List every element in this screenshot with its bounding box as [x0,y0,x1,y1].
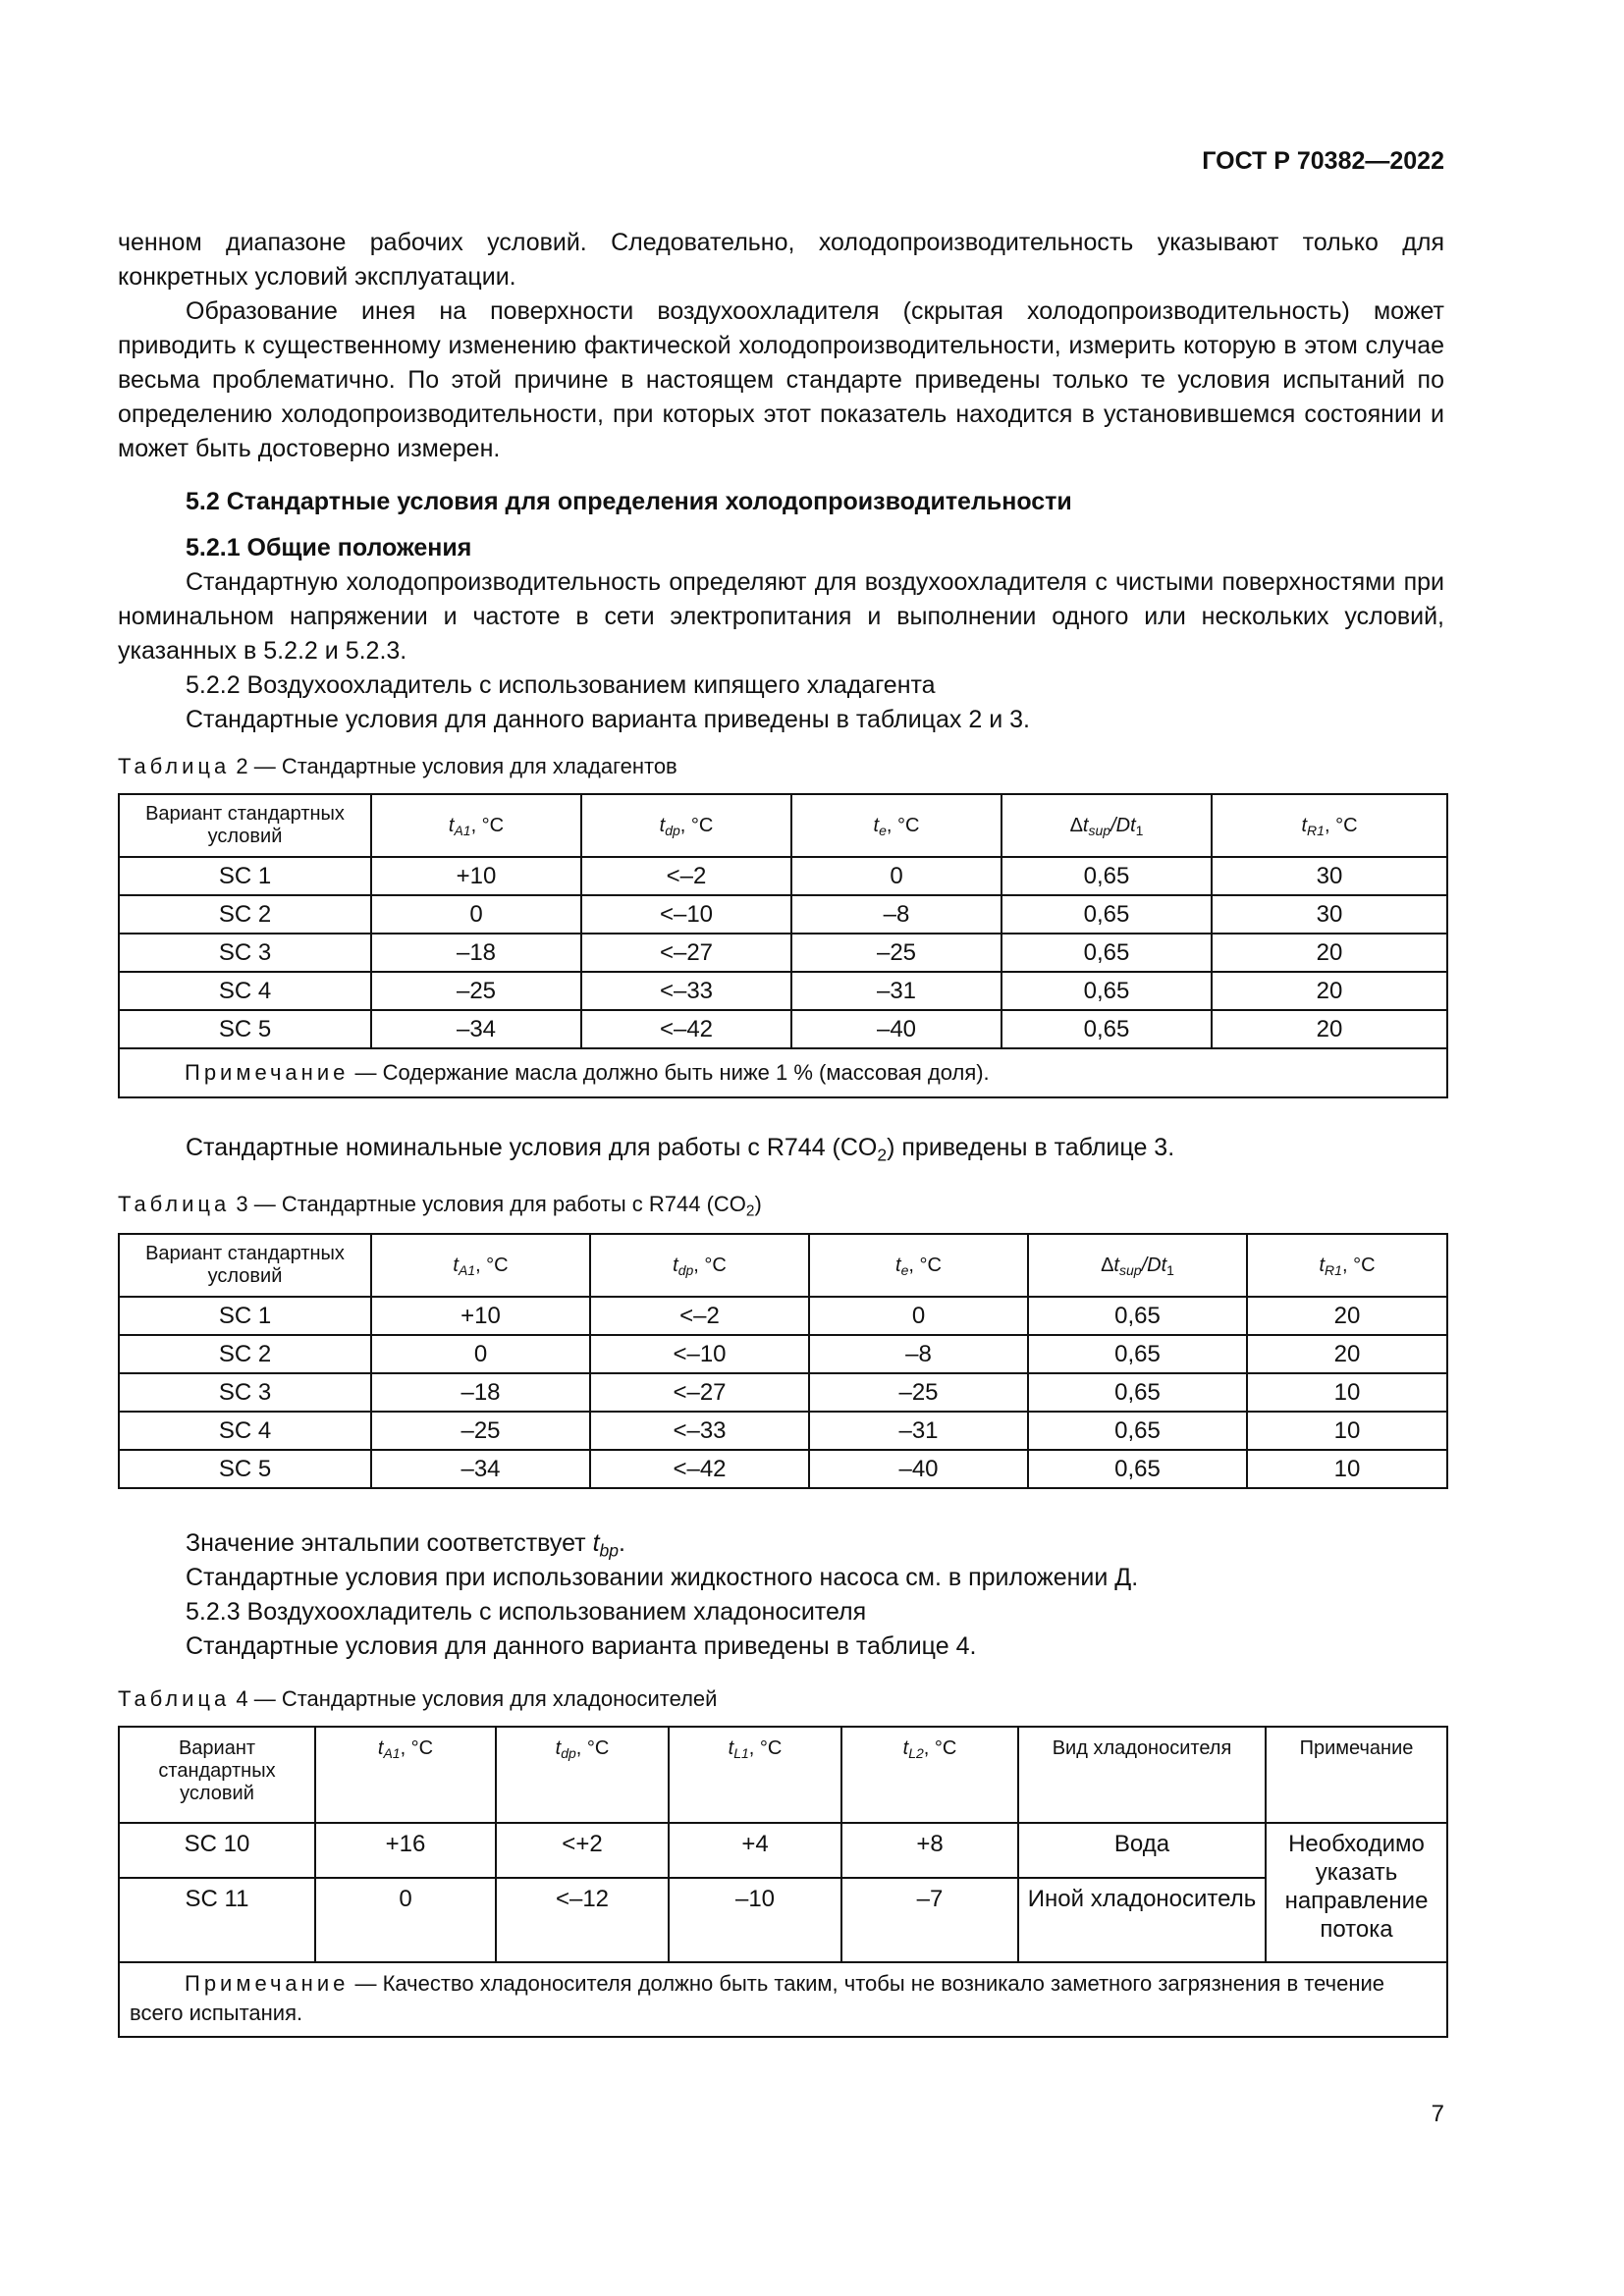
table-cell: 10 [1247,1373,1447,1412]
enthalpy-paragraph: Значение энтальпии соответствует $t_{bp}$. [186,1529,625,1561]
table-3-caption-word: Таблица [118,1192,231,1216]
header-te: $t_e$, °С [809,1234,1028,1297]
document-code: ГОСТ Р 70382—2022 [1202,147,1444,175]
table-cell: –18 [371,1373,590,1412]
table-cell: Вода [1018,1823,1266,1878]
table-cell: <–2 [581,857,791,895]
r744-paragraph [118,1131,1444,1165]
table-cell: <–42 [590,1450,809,1488]
header-tR1: $t_{R1}$, °С [1247,1234,1447,1297]
table-row [119,1373,1447,1412]
table-row [119,1450,1447,1488]
header-tdp: $t_{dp}$, °С [496,1727,669,1823]
table-cell: SC 1 [119,857,371,895]
table-cell: SC 2 [119,895,371,934]
table-row [119,1878,1447,1962]
table-cell: 0,65 [1028,1335,1247,1373]
note-label: Примечание [185,1060,350,1085]
header-tL2: $t_{L2}$, °С [841,1727,1018,1823]
table-2-caption-text: 2 — Стандартные условия для хладагентов [230,754,677,778]
table-cell: 0,65 [1001,972,1212,1010]
table-cell: SC 10 [119,1823,315,1878]
table-cell: <–27 [581,934,791,972]
header-tA1: $t_{A1}$, °С [371,1234,590,1297]
body-text-top [118,226,1444,737]
table-2-note [119,1048,1447,1097]
table-cell: SC 3 [119,1373,371,1412]
header-variant: Вариант стандартных условий [119,794,371,857]
header-te: $t_e$, °С [791,794,1001,857]
table-2-caption [118,754,677,779]
header-tdp: $t_{dp}$, °С [590,1234,809,1297]
header-tdp: $t_{dp}$, °С [581,794,791,857]
table-3-caption-text: 3 — Стандартные условия для работы с R744 (CO [230,1192,746,1216]
table-cell: –25 [371,1412,590,1450]
table-cell: +10 [371,1297,590,1335]
table-4 [118,1726,1448,2038]
table-row [119,934,1447,972]
table-cell: 0 [809,1297,1028,1335]
table-row [119,972,1447,1010]
table-3-caption: Таблица 3 — Стандартные условия для работы с R744 $(CO_2)$ [118,1192,762,1220]
table-cell: –40 [791,1010,1001,1048]
table-cell: SC 1 [119,1297,371,1335]
header-tA1: $t_{A1}$, °С [371,794,581,857]
table-cell: <–33 [590,1412,809,1450]
table-cell: <–42 [581,1010,791,1048]
table-row [119,1335,1447,1373]
table-cell: <–27 [590,1373,809,1412]
table-3-header-row [119,1234,1447,1297]
table-cell: SC 11 [119,1878,315,1962]
table-cell: <–33 [581,972,791,1010]
table-cell: 0,65 [1028,1297,1247,1335]
paragraph-5-2-3-title: 5.2.3 Воздухоохладитель с использованием хладоносителя [186,1598,867,1626]
table-4-note-row [119,1962,1447,2037]
paragraph-5-2-1: Стандартную холодопроизводительность определяют для воздухоохладителя с чистыми поверхностями при номинальном напряжении и частоте в сети электропитания и выполнении одного или нескольких условий, указанных в 5.2.2 и 5.2.3. [118,568,1444,665]
table-cell: –8 [809,1335,1028,1373]
table-cell: +16 [315,1823,496,1878]
table-row [119,1010,1447,1048]
paragraph-5-2-3-text: Стандартные условия для данного варианта приведены в таблице 4. [186,1632,977,1660]
table-cell: <–10 [581,895,791,934]
table-cell: 0,65 [1028,1450,1247,1488]
table-4-note [119,1962,1447,2037]
table-cell: 0 [315,1878,496,1962]
table-cell: 0,65 [1028,1373,1247,1412]
table-cell: SC 2 [119,1335,371,1373]
section-heading-5-2-1: 5.2.1 Общие положения [186,534,472,561]
table-cell: SC 3 [119,934,371,972]
table-cell: 20 [1212,934,1447,972]
table-cell: –18 [371,934,581,972]
table-cell: 20 [1247,1297,1447,1335]
table-cell: +8 [841,1823,1018,1878]
table-cell: SC 5 [119,1010,371,1048]
table-cell: 0 [371,895,581,934]
table-4-remark-cell: Необходимо указать направление потока [1266,1823,1447,1962]
header-variant: Вариант стандартных условий [119,1727,315,1823]
table-cell: SC 4 [119,1412,371,1450]
table-row [119,1823,1447,1878]
pump-paragraph: Стандартные условия при использовании жидкостного насоса см. в приложении Д. [186,1564,1139,1591]
table-row [119,1412,1447,1450]
table-cell: 10 [1247,1412,1447,1450]
header-dtsup: $\Delta t_{sup}/Dt_1$ [1001,794,1212,857]
paragraph-5-2-2-text: Стандартные условия для данного варианта приведены в таблицах 2 и 3. [186,706,1030,733]
table-cell: –25 [809,1373,1028,1412]
table-cell: 0,65 [1001,857,1212,895]
paragraph-frost: Образование инея на поверхности воздухоохладителя (скрытая холодопроизводительность) может приводить к существенному изменению фактической холодопроизводительности, измерить которую в этом случае весьма проблематично. По этой причине в настоящем стандарте приведены только те условия испытаний по определению холодопроизводительности, при которых этот показатель находится в установившемся состоянии и может быть достоверно измерен. [118,297,1444,462]
table-cell: –40 [809,1450,1028,1488]
header-tA1: $t_{A1}$, °С [315,1727,496,1823]
table-cell: –34 [371,1450,590,1488]
table-cell: 0 [791,857,1001,895]
table-cell: –25 [371,972,581,1010]
table-3 [118,1233,1448,1489]
table-cell: 0 [371,1335,590,1373]
table-cell: –25 [791,934,1001,972]
table-cell: 10 [1247,1450,1447,1488]
table-cell: 20 [1212,972,1447,1010]
note-text: — Содержание масла должно быть ниже 1 % (массовая доля). [349,1060,990,1085]
header-tR1: $t_{R1}$, °С [1212,794,1447,857]
page-number: 7 [1431,2101,1444,2127]
note-text: — Качество хладоносителя должно быть таким, чтобы не возникало заметного загрязнения в течение всего испытания. [130,1971,1385,2025]
table-4-header-row [119,1727,1447,1823]
table-cell: 20 [1247,1335,1447,1373]
table-cell: 0,65 [1001,1010,1212,1048]
r744-text: Стандартные номинальные условия для работы с R744 $(CO_2)$ приведены в таблице 3. [186,1134,1175,1165]
table-cell: –31 [791,972,1001,1010]
table-4-caption-text: 4 — Стандартные условия для хладоносителей [230,1686,718,1711]
table-cell: 20 [1212,1010,1447,1048]
table-cell: Иной хладоноситель [1018,1878,1266,1962]
table-cell: 0,65 [1028,1412,1247,1450]
table-cell: <–12 [496,1878,669,1962]
header-remark: Примечание [1266,1727,1447,1823]
table-cell: –34 [371,1010,581,1048]
table-2 [118,793,1448,1098]
table-4-caption [118,1686,717,1712]
table-2-caption-word: Таблица [118,754,231,778]
paragraph-continuation: ченном диапазоне рабочих условий. Следовательно, холодопроизводительность указывают только для конкретных условий эксплуатации. [118,229,1444,291]
table-cell: –8 [791,895,1001,934]
table-row [119,895,1447,934]
table-cell: 30 [1212,857,1447,895]
table-cell: 0,65 [1001,895,1212,934]
table-cell: –10 [669,1878,841,1962]
table-cell: –7 [841,1878,1018,1962]
table-cell: –31 [809,1412,1028,1450]
table-cell: +4 [669,1823,841,1878]
header-tL1: $t_{L1}$, °С [669,1727,841,1823]
note-label: Примечание [185,1971,350,1996]
table-row [119,1297,1447,1335]
table-row [119,857,1447,895]
table-cell: <+2 [496,1823,669,1878]
table-4-caption-word: Таблица [118,1686,231,1711]
paragraph-5-2-2-title: 5.2.2 Воздухоохладитель с использованием кипящего хладагента [186,671,936,699]
table-cell: SC 4 [119,972,371,1010]
header-coolant-type: Вид хладоносителя [1018,1727,1266,1823]
table-cell: +10 [371,857,581,895]
section-heading-5-2: 5.2 Стандартные условия для определения холодопроизводительности [186,488,1072,515]
table-cell: <–2 [590,1297,809,1335]
table-cell: SC 5 [119,1450,371,1488]
table-cell: <–10 [590,1335,809,1373]
table-cell: 30 [1212,895,1447,934]
header-dtsup: $\Delta t_{sup}/Dt_1$ [1028,1234,1247,1297]
body-text-after-table-3 [118,1526,1444,1664]
header-variant: Вариант стандартных условий [119,1234,371,1297]
table-2-note-row [119,1048,1447,1097]
table-cell: 0,65 [1001,934,1212,972]
table-2-header-row [119,794,1447,857]
